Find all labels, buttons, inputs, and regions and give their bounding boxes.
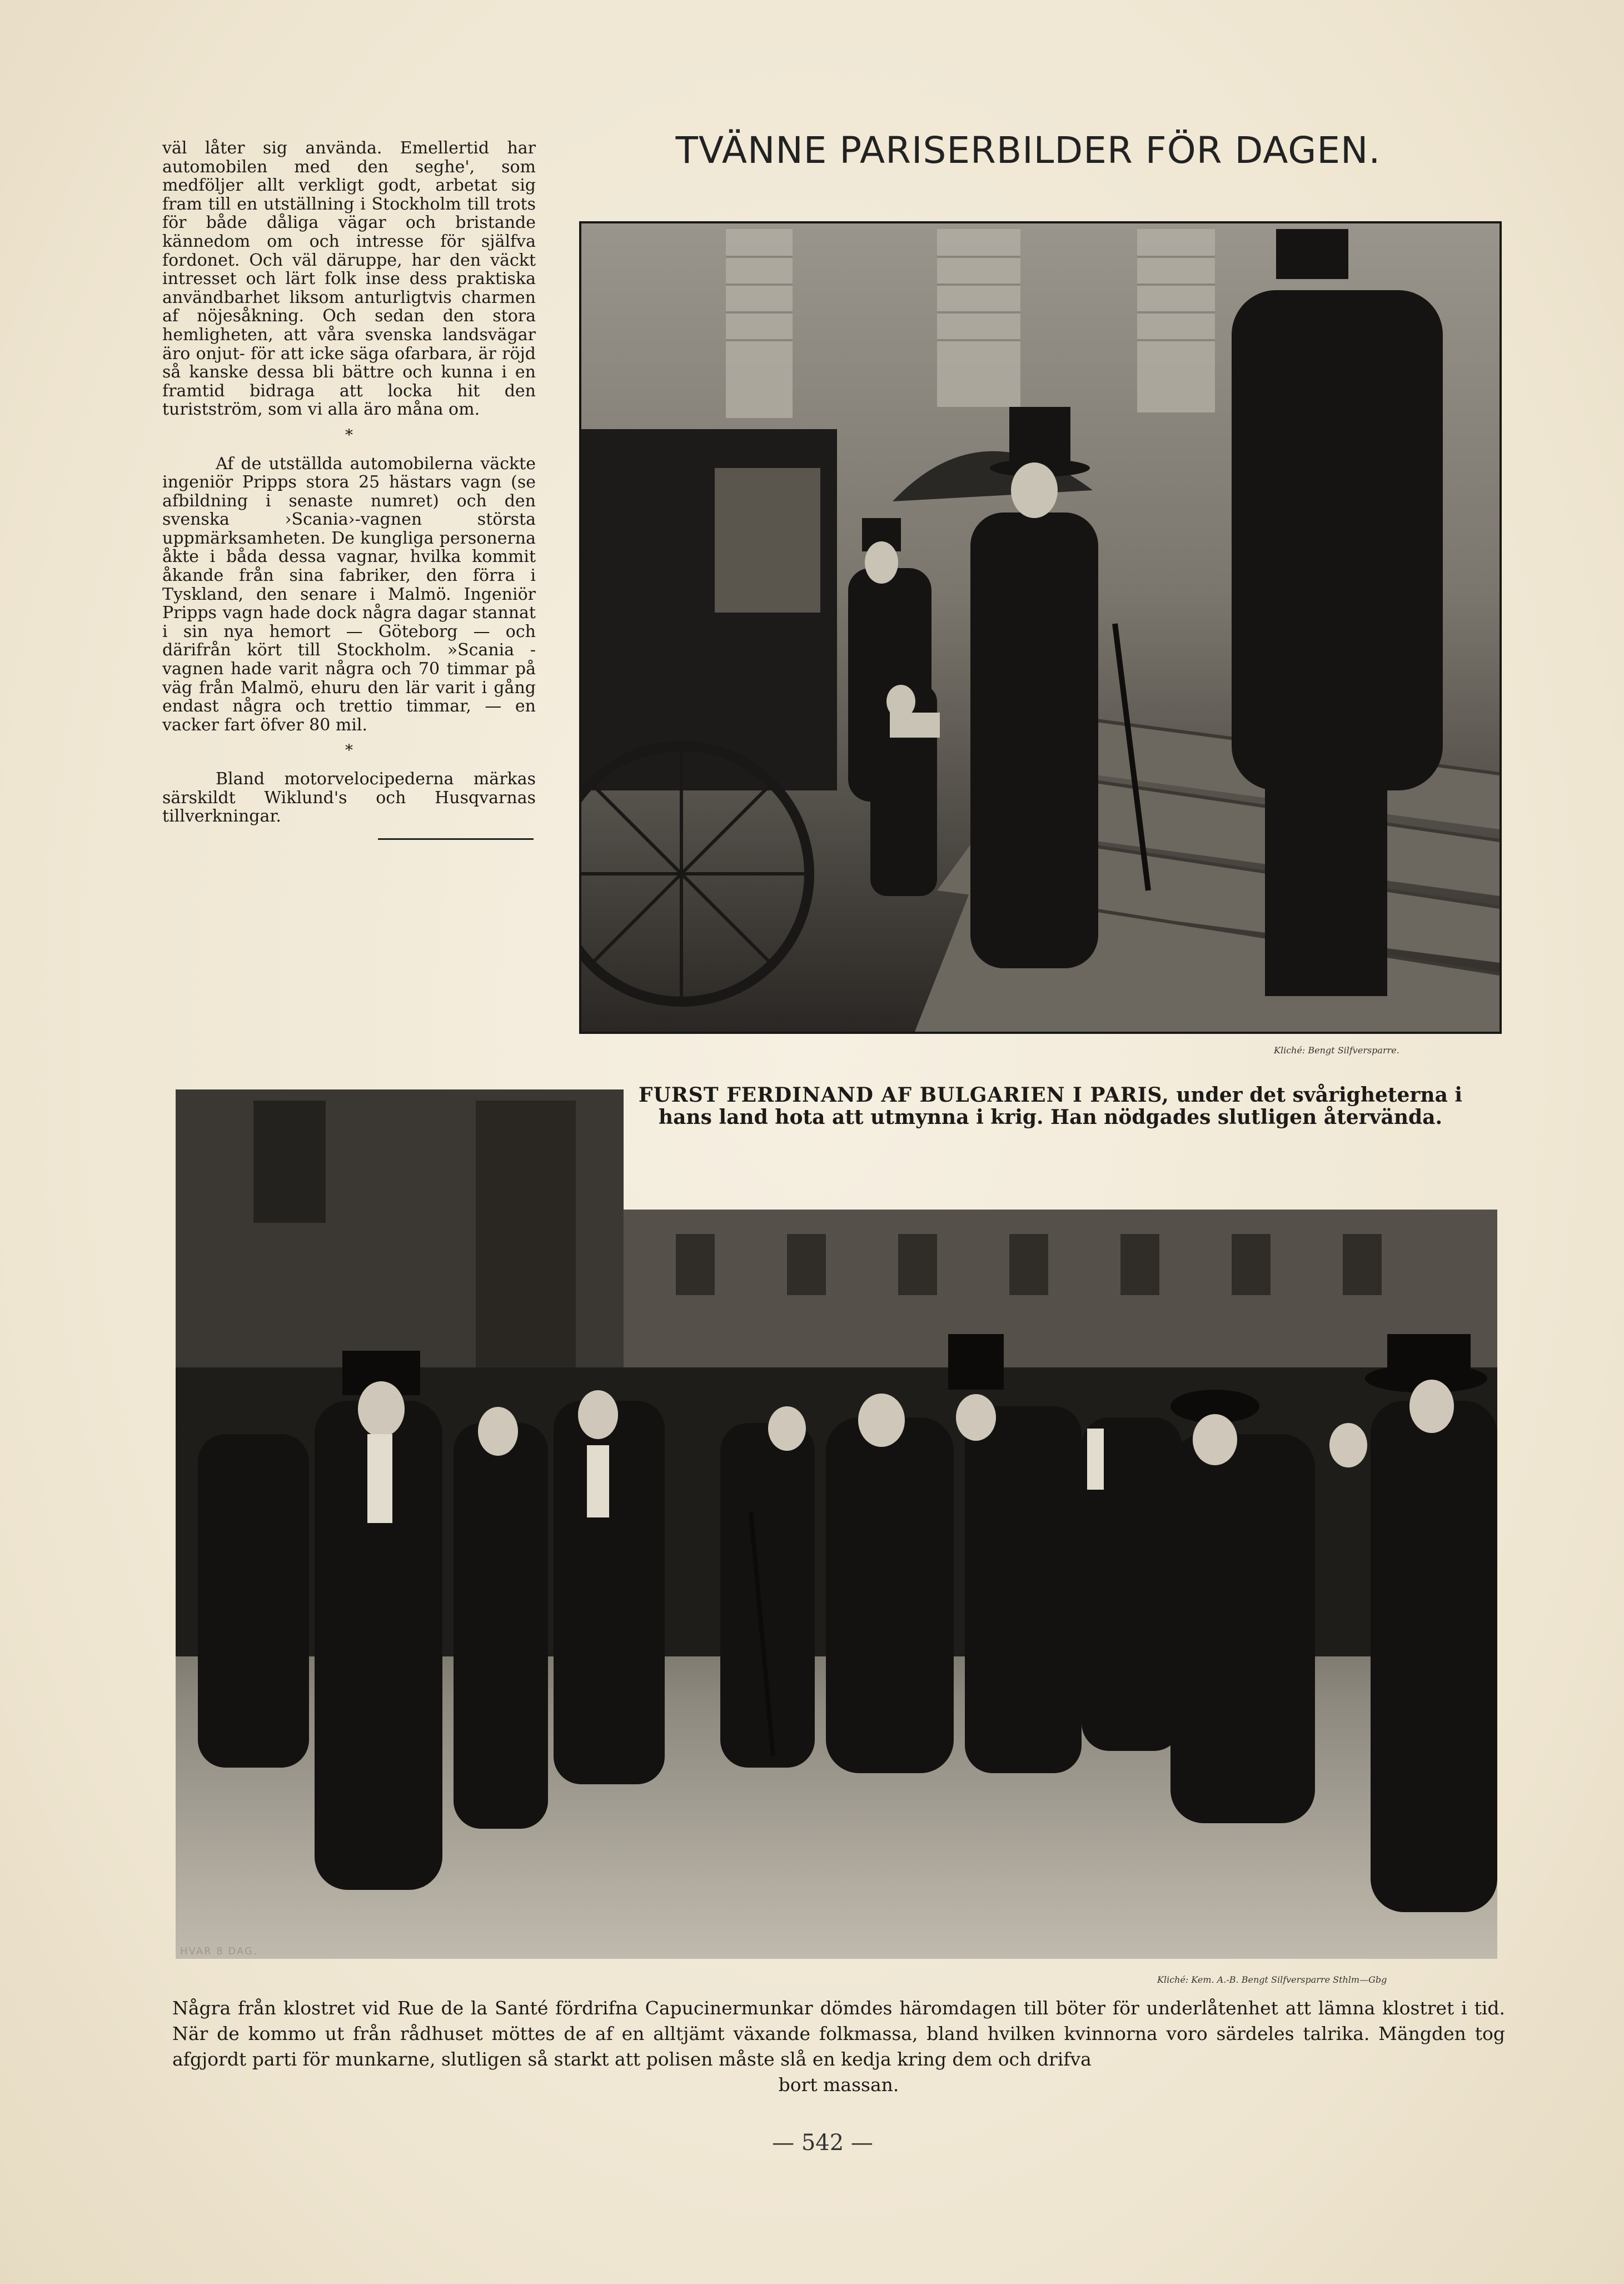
section-separator: * [345, 425, 353, 444]
photo-monks-illustration [176, 1089, 1497, 1959]
caption-monks-text: Några från klostret vid Rue de la Santé fördrifna Capucinermunkar dömdes häromdagen till böter för underlåtenhet att lämna klostret i tid. När de kommo ut från rådhuset möttes de af en alltjämt växande folkmassa, bland hvilken kvinnorna voro särdeles talrika. Mängden tog afgjordt parti för munkarne, slutligen så starkt att polisen måste slå en kedja kring dem och drifva [172, 1997, 1505, 2070]
caption-monks [172, 1996, 1505, 2098]
page-number: — 542 — [772, 2130, 873, 2156]
page-headline: TVÄNNE PARISERBILDER FÖR DAGEN. [675, 129, 1381, 172]
photo-credit-2: Kliché: Kem. A.-B. Bengt Silfversparre Sthlm—Gbg [1157, 1974, 1387, 1985]
photo-credit-1: Kliché: Bengt Silfversparre. [1274, 1045, 1399, 1056]
column-end-rule [378, 838, 534, 840]
photo-ferdinand-illustration [581, 223, 1500, 1032]
photo-capuchin-monks [176, 1089, 1497, 1959]
caption-monks-last-line: bort massan. [778, 2074, 899, 2096]
caption-ferdinand-title: FURST FERDINAND AF BULGARIEN I PARIS, [638, 1083, 1169, 1107]
article-paragraph-3: Bland motorvelocipederna märkas särskildt Wiklund's och Husqvarnas tillverkningar. [162, 769, 536, 827]
caption-ferdinand [634, 1084, 1467, 1128]
section-separator: * [345, 741, 353, 760]
photo-watermark: HVAR 8 DAG. [180, 1945, 258, 1957]
article-paragraph-2: Af de utställda automobilerna väckte ingeniör Pripps stora 25 hästars vagn (se afbildning i senaste numret) och den svenska ›Scania›-vagnen största uppmärksamheten. De kungliga personerna åkte i båda dessa vagnar, hvilka kommit åkande från sina fabriker, den förra i Tyskland, den senare i Malmö. Ingeniör Pripps vagn hade dock några dagar stannat i sin nya hemort — Göteborg — och därifrån kört till Stockholm. »Scania - vagnen hade varit några och 70 timmar på väg från Malmö, ehuru den lär varit i gång endast några och trettio timmar, — en vacker fart öfver 80 mil. [162, 454, 536, 735]
photo-ferdinand-stairs [579, 221, 1502, 1034]
article-paragraph-1: väl låter sig använda. Emellertid har automobilen med den seghe', som medföljer allt verkligt godt, arbetat sig fram till en utställning i Stockholm till trots för både dåliga vägar och bristande kännedom om och intresse för själfva fordonet. Och väl däruppe, har den väckt intresset och lärt folk inse dess praktiska användbarhet liksom anturligtvis charmen af nöjesåkning. Och sedan den stora hemligheten, att våra svenska landsvägar äro onjut- för att icke säga ofarbara, är röjd så kanske dessa bli bättre och kunna i en framtid bidraga att locka hit den turistström, som vi alla äro måna om. [162, 138, 536, 420]
article-column [162, 139, 536, 840]
caption-ferdinand-text: under det svårigheterna i hans land hota att utmynna i krig. Han nödgades slutligen återvända. [658, 1083, 1463, 1129]
